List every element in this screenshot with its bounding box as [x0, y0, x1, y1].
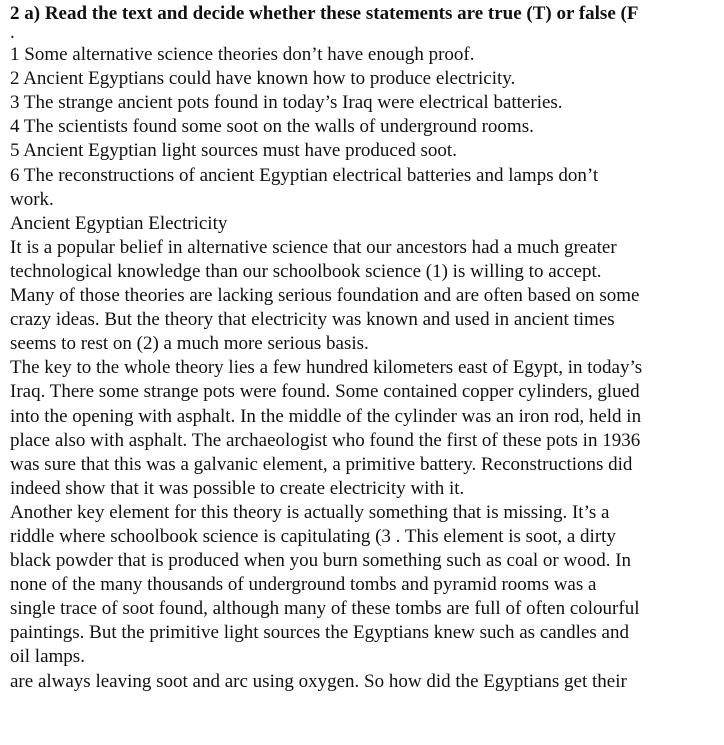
- article-line-12: Another key element for this theory is actually something that is missing. It’s a: [10, 501, 610, 523]
- article-line-11: indeed show that it was possible to create electricity with it.: [10, 477, 465, 499]
- statement-6-continuation: work.: [10, 188, 54, 210]
- article-line-5: seems to rest on (2) a much more serious basis.: [10, 333, 369, 355]
- document-page: [10, 2, 718, 694]
- article-line-11-wrapper: [10, 477, 718, 501]
- statement-2: 2 Ancient Egyptians could have known how to produce electricity.: [10, 68, 516, 90]
- article-line-19: are always leaving soot and arc using oxygen. So how did the Egyptians get their: [10, 670, 627, 692]
- task-heading: 2 a) Read the text and decide whether these statements are true (T) or false (F: [10, 3, 639, 24]
- article-line-8: into the opening with asphalt. In the middle of the cylinder was an iron rod, held in: [10, 405, 642, 427]
- article-line-18-wrapper: [10, 645, 718, 669]
- statement-4: 4 The scientists found some soot on the walls of underground rooms.: [10, 116, 534, 138]
- article-line-10: was sure that this was a galvanic element, a primitive battery. Reconstructions did: [10, 453, 633, 475]
- article-line-7: Iraq. There some strange pots were found. Some contained copper cylinders, glued: [10, 381, 640, 403]
- article-line-1: It is a popular belief in alternative science that our ancestors had a much greater: [10, 236, 617, 258]
- article-line-6: The key to the whole theory lies a few hundred kilometers east of Egypt, in today’s: [10, 357, 643, 379]
- statement-1: 1 Some alternative science theories don’t have enough proof.: [10, 44, 475, 66]
- article-line-15: none of the many thousands of underground tombs and pyramid rooms was a: [10, 574, 597, 596]
- statement-3: 3 The strange ancient pots found in today’s Iraq were electrical batteries.: [10, 92, 563, 114]
- article-title: Ancient Egyptian Electricity: [10, 212, 228, 234]
- article-line-9: place also with asphalt. The archaeologist who found the first of these pots in 1936: [10, 429, 641, 451]
- article-line-17: paintings. But the primitive light sources the Egyptians knew such as candles and: [10, 622, 629, 644]
- article-line-3: Many of those theories are lacking serious foundation and are often based on some: [10, 285, 640, 307]
- article-line-16: single trace of soot found, although many of these tombs are full of often colourful: [10, 598, 640, 620]
- article-line-18: oil lamps.: [10, 646, 85, 668]
- article-line-2: technological knowledge than our schoolbook science (1) is willing to accept.: [10, 260, 602, 282]
- statement-5: 5 Ancient Egyptian light sources must have produced soot.: [10, 140, 457, 162]
- article-line-4: crazy ideas. But the theory that electricity was known and used in ancient times: [10, 309, 615, 331]
- article-title-line: [10, 212, 718, 236]
- statement-6: 6 The reconstructions of ancient Egyptian electrical batteries and lamps don’t: [10, 164, 599, 186]
- task-heading-continuation: .: [10, 22, 15, 44]
- article-line-13: riddle where schoolbook science is capitulating (3 . This element is soot, a dirty: [10, 525, 616, 547]
- article-line-14: black powder that is produced when you burn something such as coal or wood. In: [10, 550, 632, 572]
